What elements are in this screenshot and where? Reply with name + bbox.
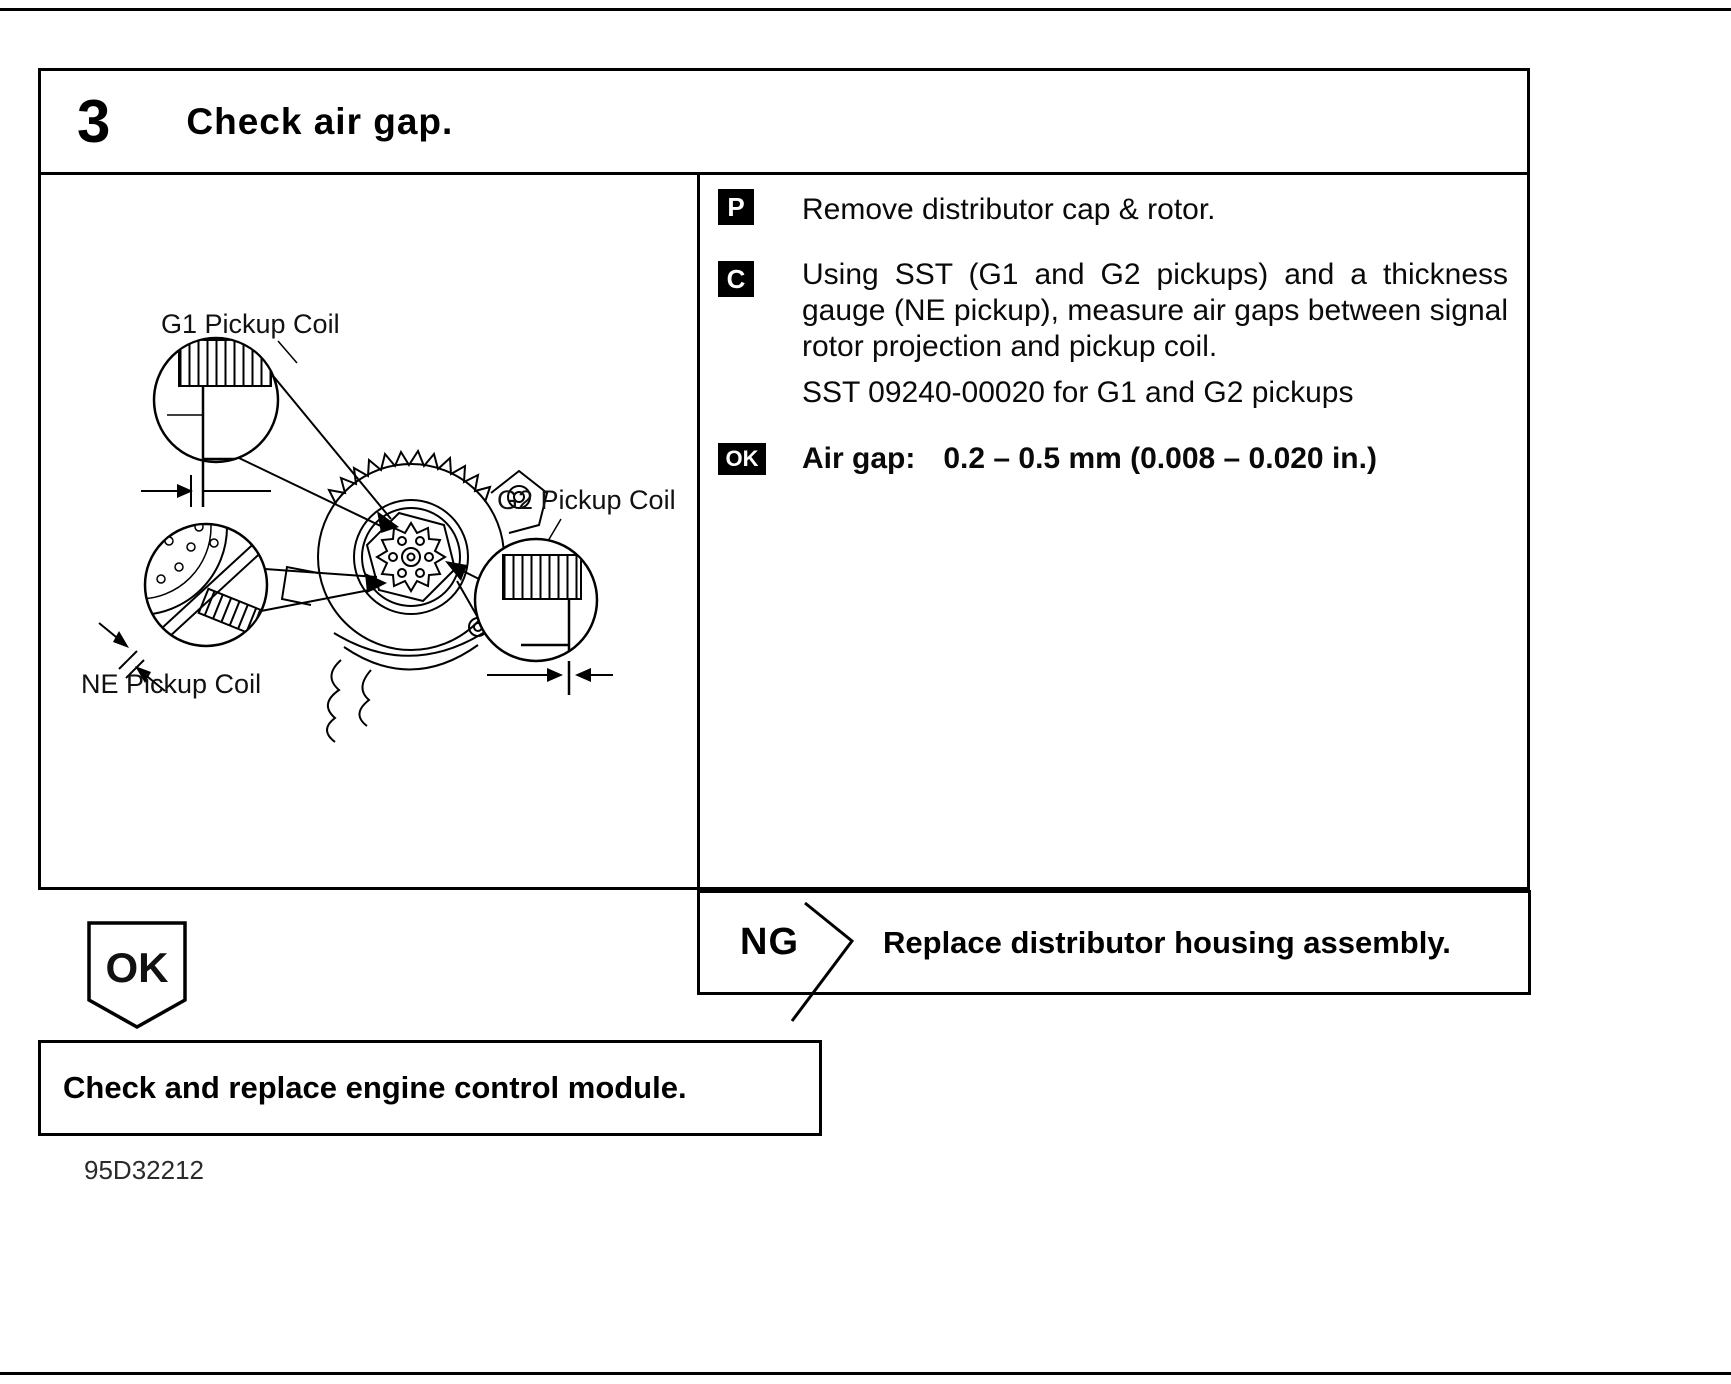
g2-pickup-detail: [475, 539, 613, 695]
distributor-diagram: [41, 175, 700, 887]
ok-spec-label: Air gap:: [802, 442, 916, 475]
ok-action-box: [38, 1040, 822, 1136]
ng-action-text: Replace distributor housing assembly.: [883, 924, 1451, 960]
check-step-tag: C: [718, 261, 754, 297]
g2-pickup-label: G2 Pickup Coil: [497, 485, 676, 515]
sst-note-text: SST 09240-00020 for G1 and G2 pickups: [802, 376, 1354, 409]
ok-action-text: Check and replace engine control module.: [63, 1070, 687, 1105]
ok-spec-value: 0.2 – 0.5 mm (0.008 – 0.020 in.): [943, 442, 1377, 475]
step-box: [38, 68, 1530, 890]
ok-branch-badge: [86, 920, 190, 1032]
ng-label: NG: [740, 921, 799, 963]
ok-spec-text: [802, 441, 1522, 477]
distributor-diagram-panel: [41, 175, 700, 887]
g2-label-leader: [548, 519, 561, 541]
bottom-rule: [0, 1372, 1731, 1375]
prepare-step-text: Remove distributor cap & rotor.: [802, 193, 1216, 226]
step-number: 3: [77, 88, 111, 155]
step-title: Check air gap.: [186, 100, 454, 142]
g2-airgap-measure: [487, 668, 613, 682]
g1-pickup-detail: [141, 338, 278, 507]
ok-badge-label: OK: [105, 944, 169, 991]
check-step-text: Using SST (G1 and G2 pickups) and a thickness gauge (NE pickup), measure air gaps between signal rotor projection and pickup coil.: [802, 258, 1508, 363]
figure-code: 95D32212: [84, 1155, 204, 1185]
ng-chevron-icon: [790, 893, 880, 1033]
g1-airgap-measure: [141, 475, 271, 507]
top-rule: [0, 8, 1731, 11]
step-header: [41, 71, 1527, 175]
ok-spec-tag: OK: [718, 443, 766, 475]
g1-label-leader: [278, 341, 297, 363]
procedure-panel: [703, 175, 1527, 887]
prepare-step-tag: P: [718, 189, 754, 225]
g1-pickup-label: G1 Pickup Coil: [161, 309, 340, 339]
ne-pickup-label: NE Pickup Coil: [81, 669, 262, 699]
ne-pickup-detail: [51, 439, 268, 691]
